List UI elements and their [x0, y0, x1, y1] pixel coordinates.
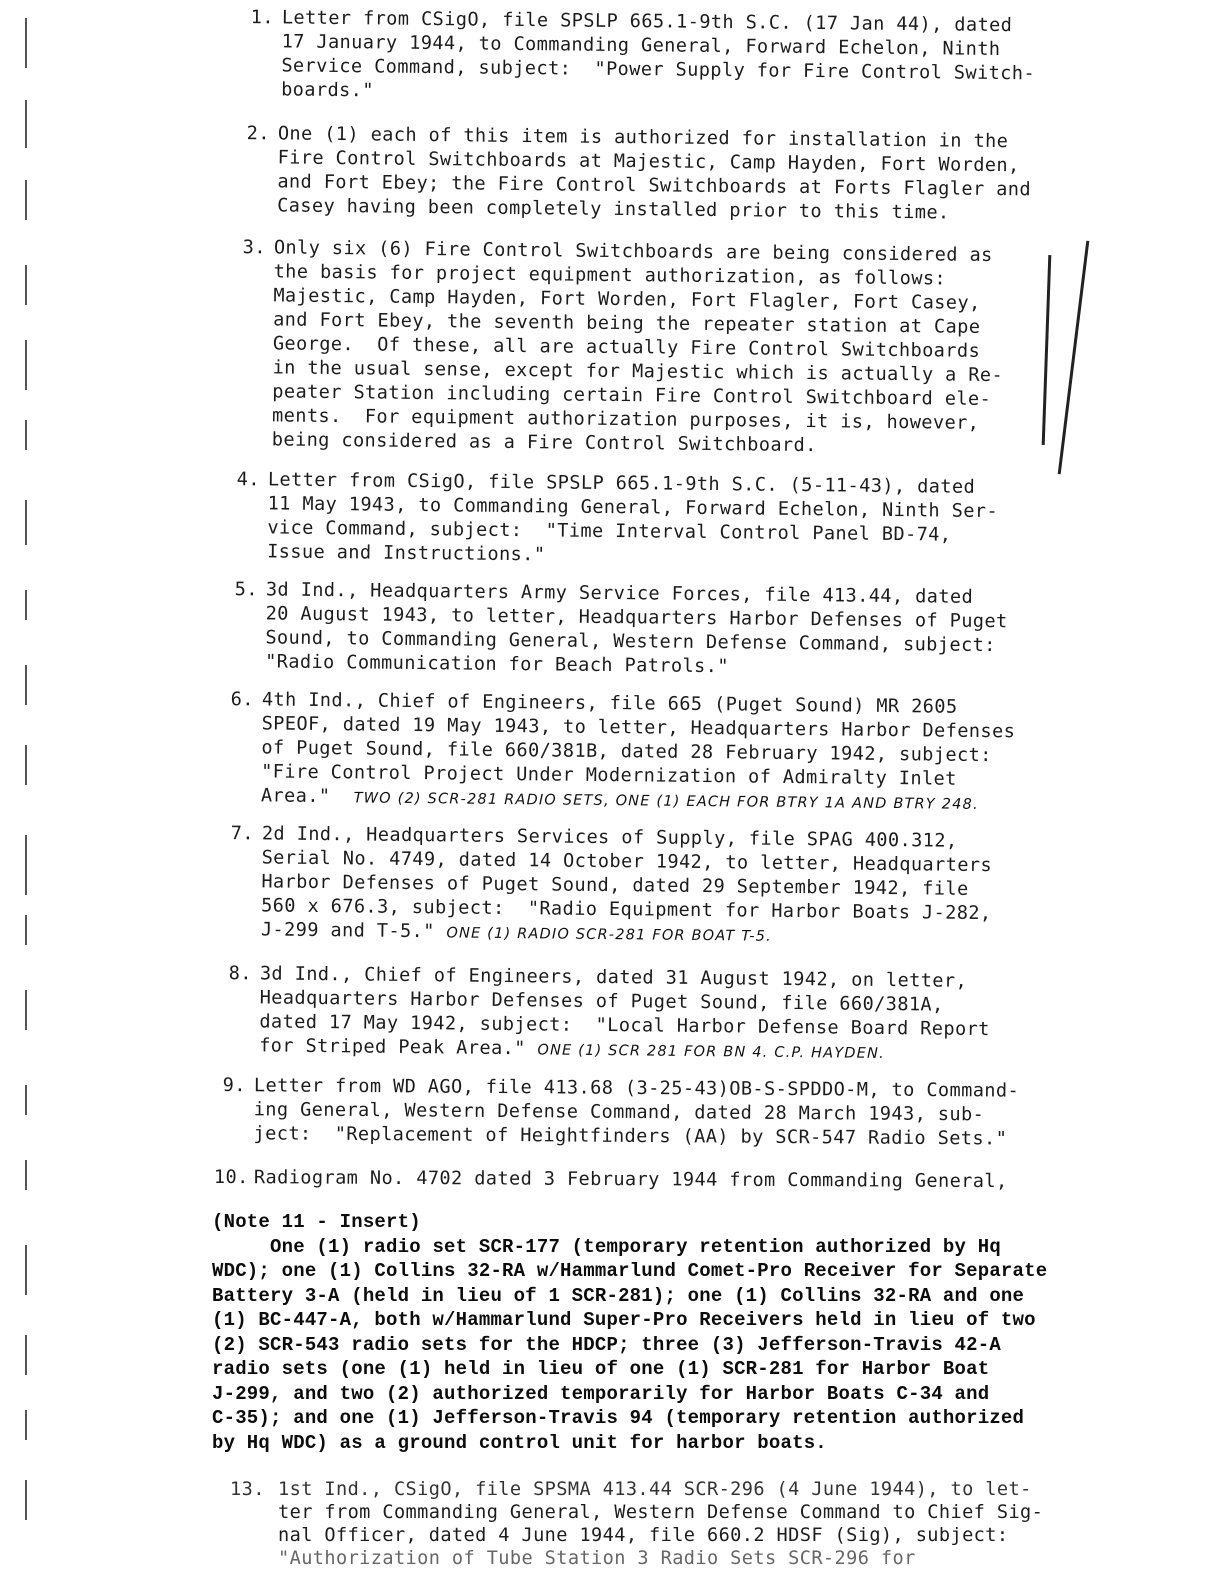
note-text: Letter from WD AGO, file 413.68 (3-25-43)OB-S-SPDDO-M, to Command- ing General, Western Defense Command, dated 28 March 1943, sub- ject: "Replacement of Heightfinders (AA) by SCR-547 Radio Sets." [253, 1075, 1020, 1150]
note-number: 7. [230, 823, 254, 845]
margin-mark [25, 835, 27, 895]
note-typed-text: ter from Commanding General, Western Defense Command to Chief Sig- nal Officer, dated 4 June 1944, file 660.2 HDSF (Sig), subject: [278, 1502, 1044, 1546]
note-number: 9. [222, 1075, 246, 1097]
note-item [221, 688, 1102, 818]
note-text-faded: 1st Ind., CSigO, file SPSMA 413.44 SCR-296 (4 June 1944), to let- [278, 1479, 1032, 1500]
note-number: 1. [250, 7, 274, 29]
note-text [261, 688, 1102, 818]
margin-mark [25, 180, 27, 220]
handwritten-annotation: TWO (2) SCR-281 RADIO SETS, ONE (1) EACH FOR BTRY 1A AND BTRY 248. [353, 790, 979, 813]
margin-mark [25, 1160, 27, 1190]
note-item [221, 822, 1092, 952]
note-number: 13. [230, 1479, 265, 1500]
handwritten-annotation: ONE (1) SCR 281 FOR BN 4. C.P. HAYDEN. [537, 1042, 885, 1062]
note-item [219, 962, 1090, 1068]
note-insert [212, 1210, 1092, 1455]
note-item [214, 1166, 1094, 1195]
note-item [237, 122, 1098, 227]
note-text: Letter from CSigO, file SPSLP 665.1-9th S.C. (17 Jan 44), dated 17 January 1944, to Commanding General, Forward Echelon, Ninth Service Command, subject: "Power Supply for Fire Control Switch- boards." [281, 7, 1036, 102]
note-item [213, 1074, 1093, 1152]
note-item [241, 6, 1102, 111]
handwritten-annotation: ONE (1) RADIO SCR-281 FOR BOAT T-5. [446, 925, 772, 945]
note-number: 10. [213, 1167, 249, 1189]
note-text [278, 1478, 1043, 1570]
note-number: 2. [246, 123, 270, 145]
margin-mark [25, 1245, 27, 1295]
note-text: Radiogram No. 4702 dated 3 February 1944 from Commanding General, [253, 1167, 1008, 1193]
margin-mark [25, 1410, 27, 1440]
note-typed-text: 3d Ind., Chief of Engineers, dated 31 August 1942, on letter, Headquarters Harbor Defenses of Puget Sound, file 660/381A, dated 17 May 1942, subject: "Local Harbor Defense Board Report for Striped Peak Area." [259, 963, 990, 1060]
margin-mark [25, 745, 27, 785]
note-typed-text: 4th Ind., Chief of Engineers, file 665 (Puget Sound) MR 2605 SPEOF, dated 19 May 1943, to letter, Headquarters Harbor Defenses of Puget Sound, file 660/381B, dated 28 February 1942, subject: "Fire Control Project Under Modernization of Admiralty Inlet Area." [260, 689, 1016, 808]
margin-mark [25, 1480, 27, 1520]
margin-mark [25, 990, 27, 1030]
insert-text: One (1) radio set SCR-177 (temporary retention authorized by Hq WDC); one (1) Collins 32-RA w/Hammarlund Comet-Pro Receiver for Separate Battery 3-A (held in lieu of 1 SCR-281); one (1) Collins 32-RA and one (1) BC-447-A, both w/Hammarlund Super-Pro Receivers held in lieu of two (2) SCR-543 radio sets for the HDCP; three (3) Jefferson-Travis 42-A radio sets (one (1) held in lieu of one (1) SCR-281 for Harbor Boat J-299, and two (2) authorized temporarily for Harbor Boats C-34 and C-35); and one (1) Jefferson-Travis 94 (temporary retention authorized by Hq WDC) as a ground control unit for harbor boats. [212, 1235, 1048, 1454]
note-item [227, 468, 1088, 573]
note-text: Only six (6) Fire Control Switchboards are being considered as the basis for project equipment authorization, as follows: Majestic, Camp Hayden, Fort Worden, Fort Flagler, Fort Casey, and Fort Ebey, the seventh being the repeater station at Cape George. Of these, all are actually Fire Control Switchboards in the usual sense, except for Majestic which is actually a Re- peater Station including certain Fire Control Switchboard ele- ments. For equipment authorization purposes, it is, however, being considered as a Fire Control Switchboard. [271, 237, 1004, 457]
margin-mark [25, 590, 27, 620]
margin-mark [25, 420, 27, 450]
note-number: 4. [236, 469, 260, 491]
margin-mark [25, 340, 27, 390]
note-number: 5. [234, 579, 258, 601]
margin-mark [25, 665, 27, 705]
margin-mark [25, 915, 27, 945]
margin-mark [25, 265, 27, 305]
margin-mark [25, 1335, 27, 1375]
note-number: 6. [230, 689, 254, 711]
margin-mark [25, 500, 27, 545]
note-number: 8. [228, 963, 252, 985]
note-text [259, 962, 1090, 1068]
note-text: One (1) each of this item is authorized for installation in the Fire Control Switchboards at Majestic, Camp Hayden, Fort Worden, and Fort Ebey; the Fire Control Switchboards at Forts Flagler and Casey having been completely installed prior to this time. [277, 123, 1032, 224]
margin-mark [25, 100, 27, 148]
note-item [225, 578, 1086, 683]
margin-mark [25, 1085, 27, 1115]
note-typed-text: 2d Ind., Headquarters Services of Supply, file SPAG 400.312, Serial No. 4749, dated 14 October 1942, to letter, Headquarters Harbor Defenses of Puget Sound, dated 29 September 1942, file 560 x 676.3, subject: "Radio Equipment for Harbor Boats J-282, J-299 and T-5." [260, 823, 993, 943]
note-number: 3. [242, 237, 266, 259]
note-item-cut [230, 1478, 1090, 1570]
note-text: 3d Ind., Headquarters Army Service Forces, file 413.44, dated 20 August 1943, to letter, Headquarters Harbor Defenses of Puget Sound, to Commanding General, Western Defense Command, subject: "Radio Communication for Beach Patrols." [265, 579, 1008, 678]
margin-mark [25, 18, 27, 68]
note-text [261, 822, 1092, 952]
insert-heading: (Note 11 - Insert) [212, 1211, 421, 1233]
note-item [232, 236, 1094, 461]
note-text: Letter from CSigO, file SPSLP 665.1-9th S.C. (5-11-43), dated 11 May 1943, to Commanding General, Forward Echelon, Ninth Ser- vice Command, subject: "Time Interval Control Panel BD-74, Issue and Instructions." [267, 469, 999, 566]
note-text-cut: "Authorization of Tube Station 3 Radio Sets SCR-296 for [278, 1548, 916, 1569]
